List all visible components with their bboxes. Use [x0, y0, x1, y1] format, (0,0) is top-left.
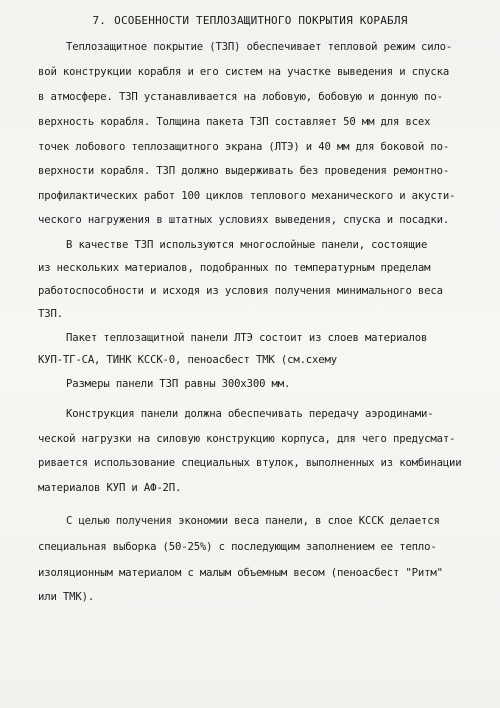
text-line: Размеры панели ТЗП равны 300х300 мм. — [66, 378, 291, 390]
text-line: точек лобового теплозащитного экрана (ЛТЭ) и 40 мм для боковой по- — [38, 141, 450, 153]
text-line: ривается использование специальных втулок, выполненных из комбинации — [38, 457, 462, 469]
text-line: изоляционным материалом с малым объемным весом (пеноасбест "Ритм" — [38, 567, 443, 579]
text-line: в атмосфере. ТЗП устанавливается на лобовую, бобовую и донную по- — [38, 91, 443, 103]
text-line: или ТМК). — [38, 591, 95, 603]
text-line: вой конструкции корабля и его систем на участке выведения и спуска — [38, 66, 450, 78]
section-number: 7. — [92, 14, 107, 27]
text-line: Конструкция панели должна обеспечивать передачу аэродинами- — [66, 408, 434, 420]
text-line: ТЗП. — [38, 308, 63, 320]
text-line: из нескольких материалов, подобранных по температурным пределам — [38, 262, 431, 274]
text-line: специальная выборка (50-25%) с последующим заполнением ее тепло- — [38, 541, 437, 553]
text-line: верхность корабля. Толщина пакета ТЗП составляет 50 мм для всех — [38, 116, 431, 128]
text-line: Пакет теплозащитной панели ЛТЭ состоит из слоев материалов — [66, 332, 428, 344]
text-line: верхности корабля. ТЗП должно выдерживать без проведения ремонтно- — [38, 165, 450, 177]
text-line: профилактических работ 100 циклов теплового механического и акусти- — [38, 190, 456, 202]
text-line: ческой нагрузки на силовую конструкцию корпуса, для чего предусмат- — [38, 433, 456, 445]
section-title — [0, 14, 500, 27]
text-line: КУП-ТГ-СА, ТИНК КССК-0, пеноасбест ТМК (см.схему — [38, 354, 337, 366]
text-line: С целью получения экономии веса панели, в слое КССК делается — [66, 515, 440, 527]
text-line: ческого нагружения в штатных условиях выведения, спуска и посадки. — [38, 214, 450, 226]
text-line: В качестве ТЗП используются многослойные панели, состоящие — [66, 239, 428, 251]
section-title-text: ОСОБЕННОСТИ ТЕПЛОЗАЩИТНОГО ПОКРЫТИЯ КОРАБЛЯ — [114, 14, 408, 27]
text-line: работоспособности и исходя из условия получения минимального веса — [38, 285, 443, 297]
text-line: Теплозащитное покрытие (ТЗП) обеспечивает тепловой режим сило- — [66, 41, 453, 53]
text-line: материалов КУП и АФ-2П. — [38, 482, 182, 494]
